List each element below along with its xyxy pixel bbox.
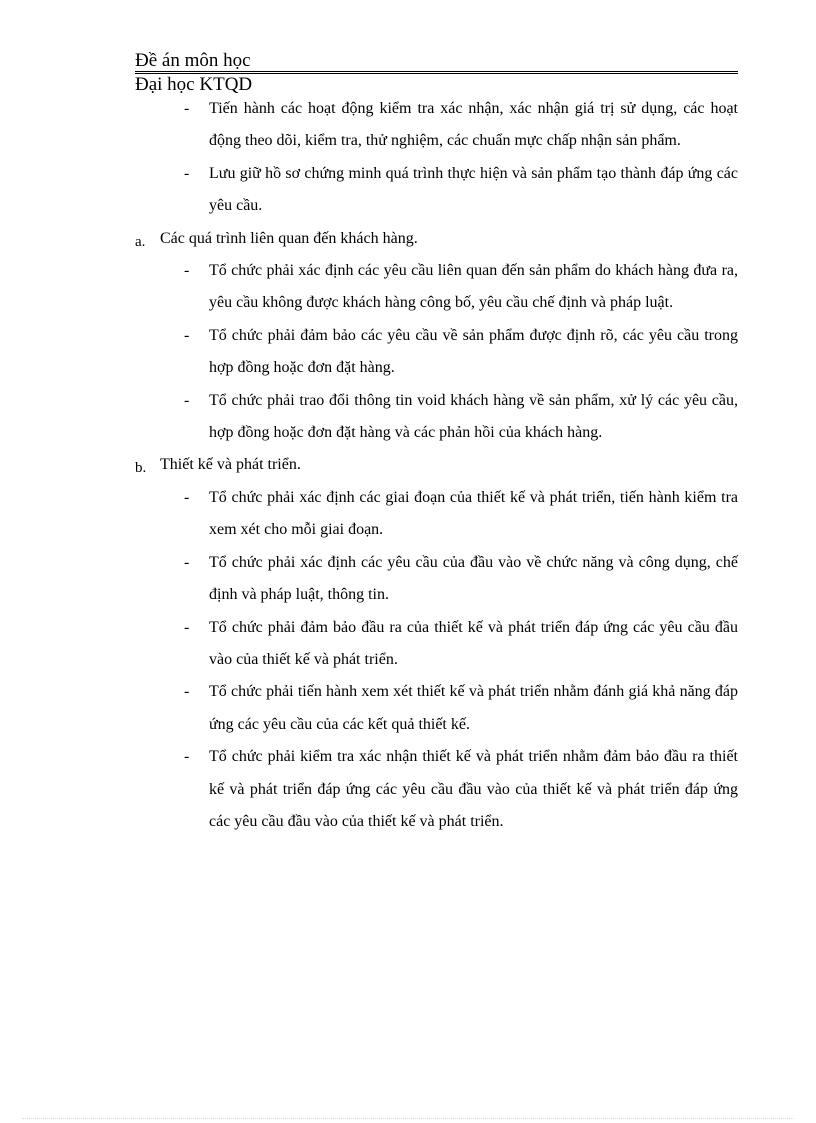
bullet-dash: - <box>184 100 190 117</box>
bullet-dash: - <box>184 618 190 636</box>
bullet-dash: - <box>184 748 190 766</box>
list-item <box>135 93 738 158</box>
page-bottom-divider <box>22 1118 794 1119</box>
bullet-text: Tổ chức phải kiểm tra xác nhận thiết kế và phát triển nhằm đảm bảo đầu ra thiết kế và phát triển đáp ứng các yêu cầu đầu vào của thiết kế và phát triển đáp ứng các yêu cầu đầu vào của thiết kế và phát triển. <box>209 748 738 830</box>
bullet-dash: - <box>184 262 190 280</box>
section-heading-text: Thiết kế và phát triển. <box>160 456 301 474</box>
page-header <box>135 50 738 96</box>
list-item <box>135 482 738 547</box>
bullet-text: Tổ chức phải trao đổi thông tin void khách hàng về sản phẩm, xử lý các yêu cầu, hợp đồng hoặc đơn đặt hàng và các phản hồi của khách hàng. <box>209 391 738 442</box>
list-item <box>135 612 738 677</box>
document-body <box>135 93 738 838</box>
bullet-text: Tổ chức phải đảm bảo đầu ra của thiết kế và phát triển đáp ứng các yêu cầu đầu vào của thiết kế và phát triển. <box>209 618 738 668</box>
bullet-dash: - <box>184 391 190 409</box>
section-heading-text: Các quá trình liên quan đến khách hàng. <box>160 229 418 247</box>
list-item <box>135 741 738 838</box>
bullet-text: Lưu giữ hồ sơ chứng minh quá trình thực hiện và sản phẩm tạo thành đáp ứng các yêu cầu. <box>209 164 738 215</box>
bullet-dash: - <box>184 164 190 182</box>
header-subtitle: Đại học KTQD <box>135 74 253 95</box>
section-heading <box>135 223 738 255</box>
list-item <box>135 385 738 450</box>
header-title: Đề án môn học <box>135 50 251 71</box>
bullet-text: Tổ chức phải đảm bảo các yêu cầu về sản phẩm được định rõ, các yêu cầu trong hợp đồng hoặc đơn đặt hàng. <box>209 326 738 377</box>
bullet-text: Tổ chức phải xác định các giai đoạn của thiết kế và phát triển, tiến hành kiểm tra xem xét cho mỗi giai đoạn. <box>209 488 738 539</box>
section-marker: b. <box>135 460 147 477</box>
bullet-text: Tổ chức phải xác định các yêu cầu của đầu vào về chức năng và công dụng, chế định và pháp luật, thông tin. <box>209 553 738 604</box>
bullet-text: Tiến hành các hoạt động kiểm tra xác nhận, xác nhận giá trị sử dụng, các hoạt động theo dõi, kiểm tra, thử nghiệm, các chuẩn mực chấp nhận sản phẩm. <box>209 100 738 150</box>
section-heading <box>135 449 738 481</box>
bullet-text: Tổ chức phải tiến hành xem xét thiết kế và phát triển nhằm đánh giá khả năng đáp ứng các yêu cầu của các kết quả thiết kế. <box>209 683 738 733</box>
list-item <box>135 255 738 320</box>
bullet-text: Tổ chức phải xác định các yêu cầu liên quan đến sản phẩm do khách hàng đưa ra, yêu cầu không được khách hàng công bố, yêu cầu chế định và pháp luật. <box>209 262 738 312</box>
list-item <box>135 547 738 612</box>
bullet-dash: - <box>184 553 190 571</box>
list-item <box>135 320 738 385</box>
bullet-dash: - <box>184 683 190 701</box>
bullet-dash: - <box>184 488 190 506</box>
bullet-dash: - <box>184 326 190 344</box>
list-item <box>135 158 738 223</box>
list-item <box>135 676 738 741</box>
section-marker: a. <box>135 233 146 250</box>
